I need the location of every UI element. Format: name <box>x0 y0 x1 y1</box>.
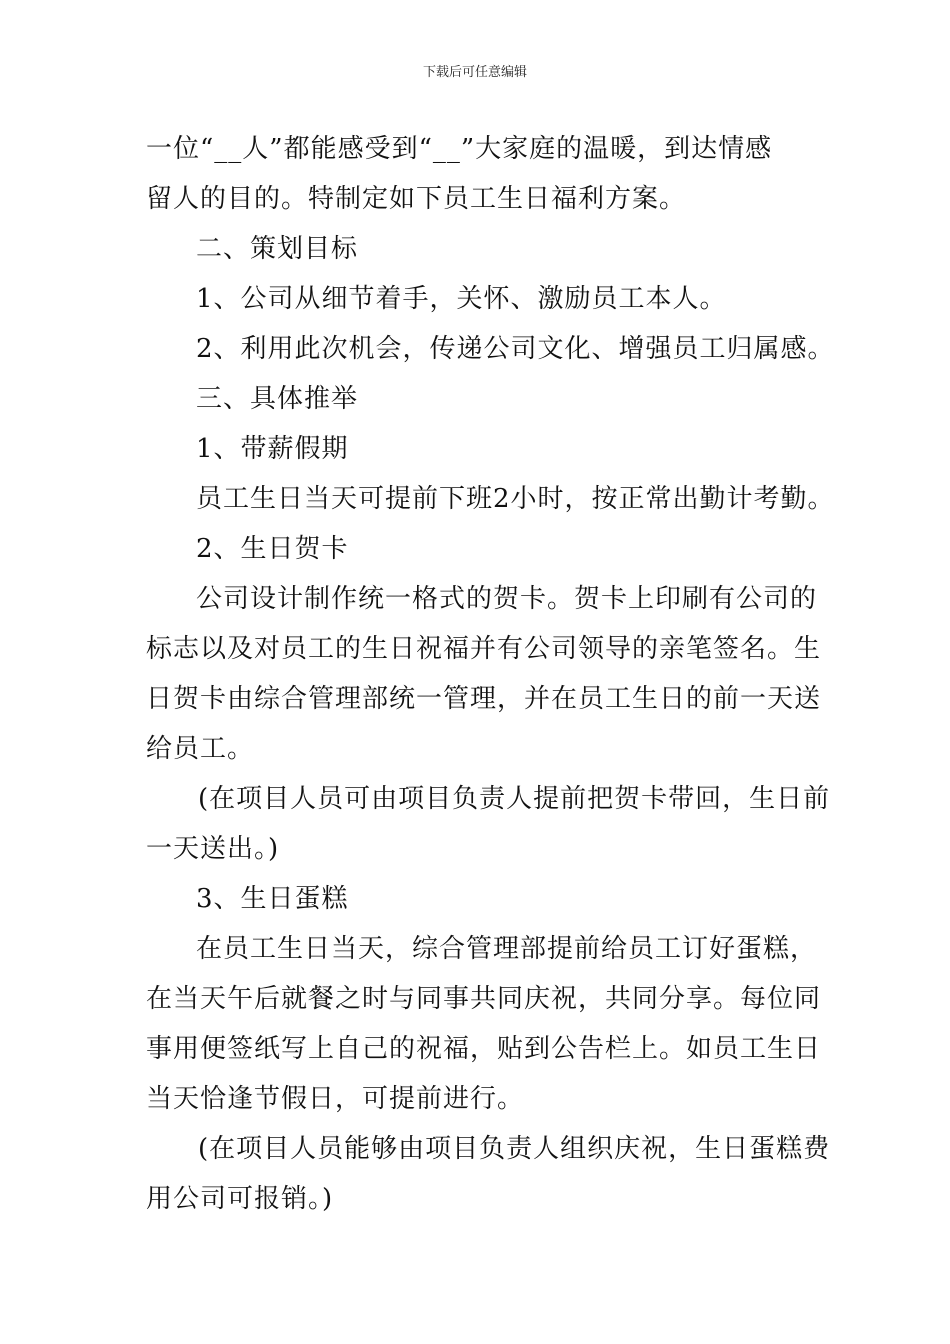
paragraph-line: 日贺卡由综合管理部统一管理，并在员工生日的前一天送 <box>146 684 822 714</box>
list-item: 1、公司从细节着手，关怀、激励员工本人。 <box>196 284 727 314</box>
paragraph-line: 在当天午后就餐之时与同事共同庆祝，共同分享。每位同 <box>146 984 822 1014</box>
paragraph-line: 事用便签纸写上自己的祝福，贴到公告栏上。如员工生日 <box>146 1034 822 1064</box>
paragraph-line: 当天恰逢节假日，可提前进行。 <box>146 1084 525 1114</box>
paragraph-line: 标志以及对员工的生日祝福并有公司领导的亲笔签名。生 <box>146 634 822 664</box>
paragraph-line: 在员工生日当天，综合管理部提前给员工订好蛋糕， <box>196 934 818 964</box>
subsection-heading: 3、生日蛋糕 <box>196 884 349 914</box>
paragraph-line: 给员工。 <box>146 734 255 764</box>
document-body <box>146 124 835 1224</box>
page-header: 下载后可任意编辑 <box>422 65 527 80</box>
note-line: 用公司可报销。) <box>146 1184 334 1214</box>
paragraph-line: 员工生日当天可提前下班2小时，按正常出勤计考勤。 <box>196 484 835 514</box>
note-line: (在项目人员可由项目负责人提前把贺卡带回，生日前 <box>198 784 831 814</box>
subsection-heading: 2、生日贺卡 <box>196 534 349 564</box>
note-line: (在项目人员能够由项目负责人组织庆祝，生日蛋糕费 <box>198 1134 831 1164</box>
note-line: 一天送出。) <box>146 834 280 864</box>
paragraph-line: 留人的目的。特制定如下员工生日福利方案。 <box>146 184 687 214</box>
list-item: 2、利用此次机会，传递公司文化、增强员工归属感。 <box>196 334 835 364</box>
section-heading: 二、策划目标 <box>196 234 359 264</box>
paragraph-line: 公司设计制作统一格式的贺卡。贺卡上印刷有公司的 <box>196 584 818 614</box>
subsection-heading: 1、带薪假期 <box>196 434 349 464</box>
paragraph-line: 一位“__人”都能感受到“__”大家庭的温暖，到达情感 <box>146 134 773 164</box>
section-heading: 三、具体推举 <box>196 384 359 414</box>
